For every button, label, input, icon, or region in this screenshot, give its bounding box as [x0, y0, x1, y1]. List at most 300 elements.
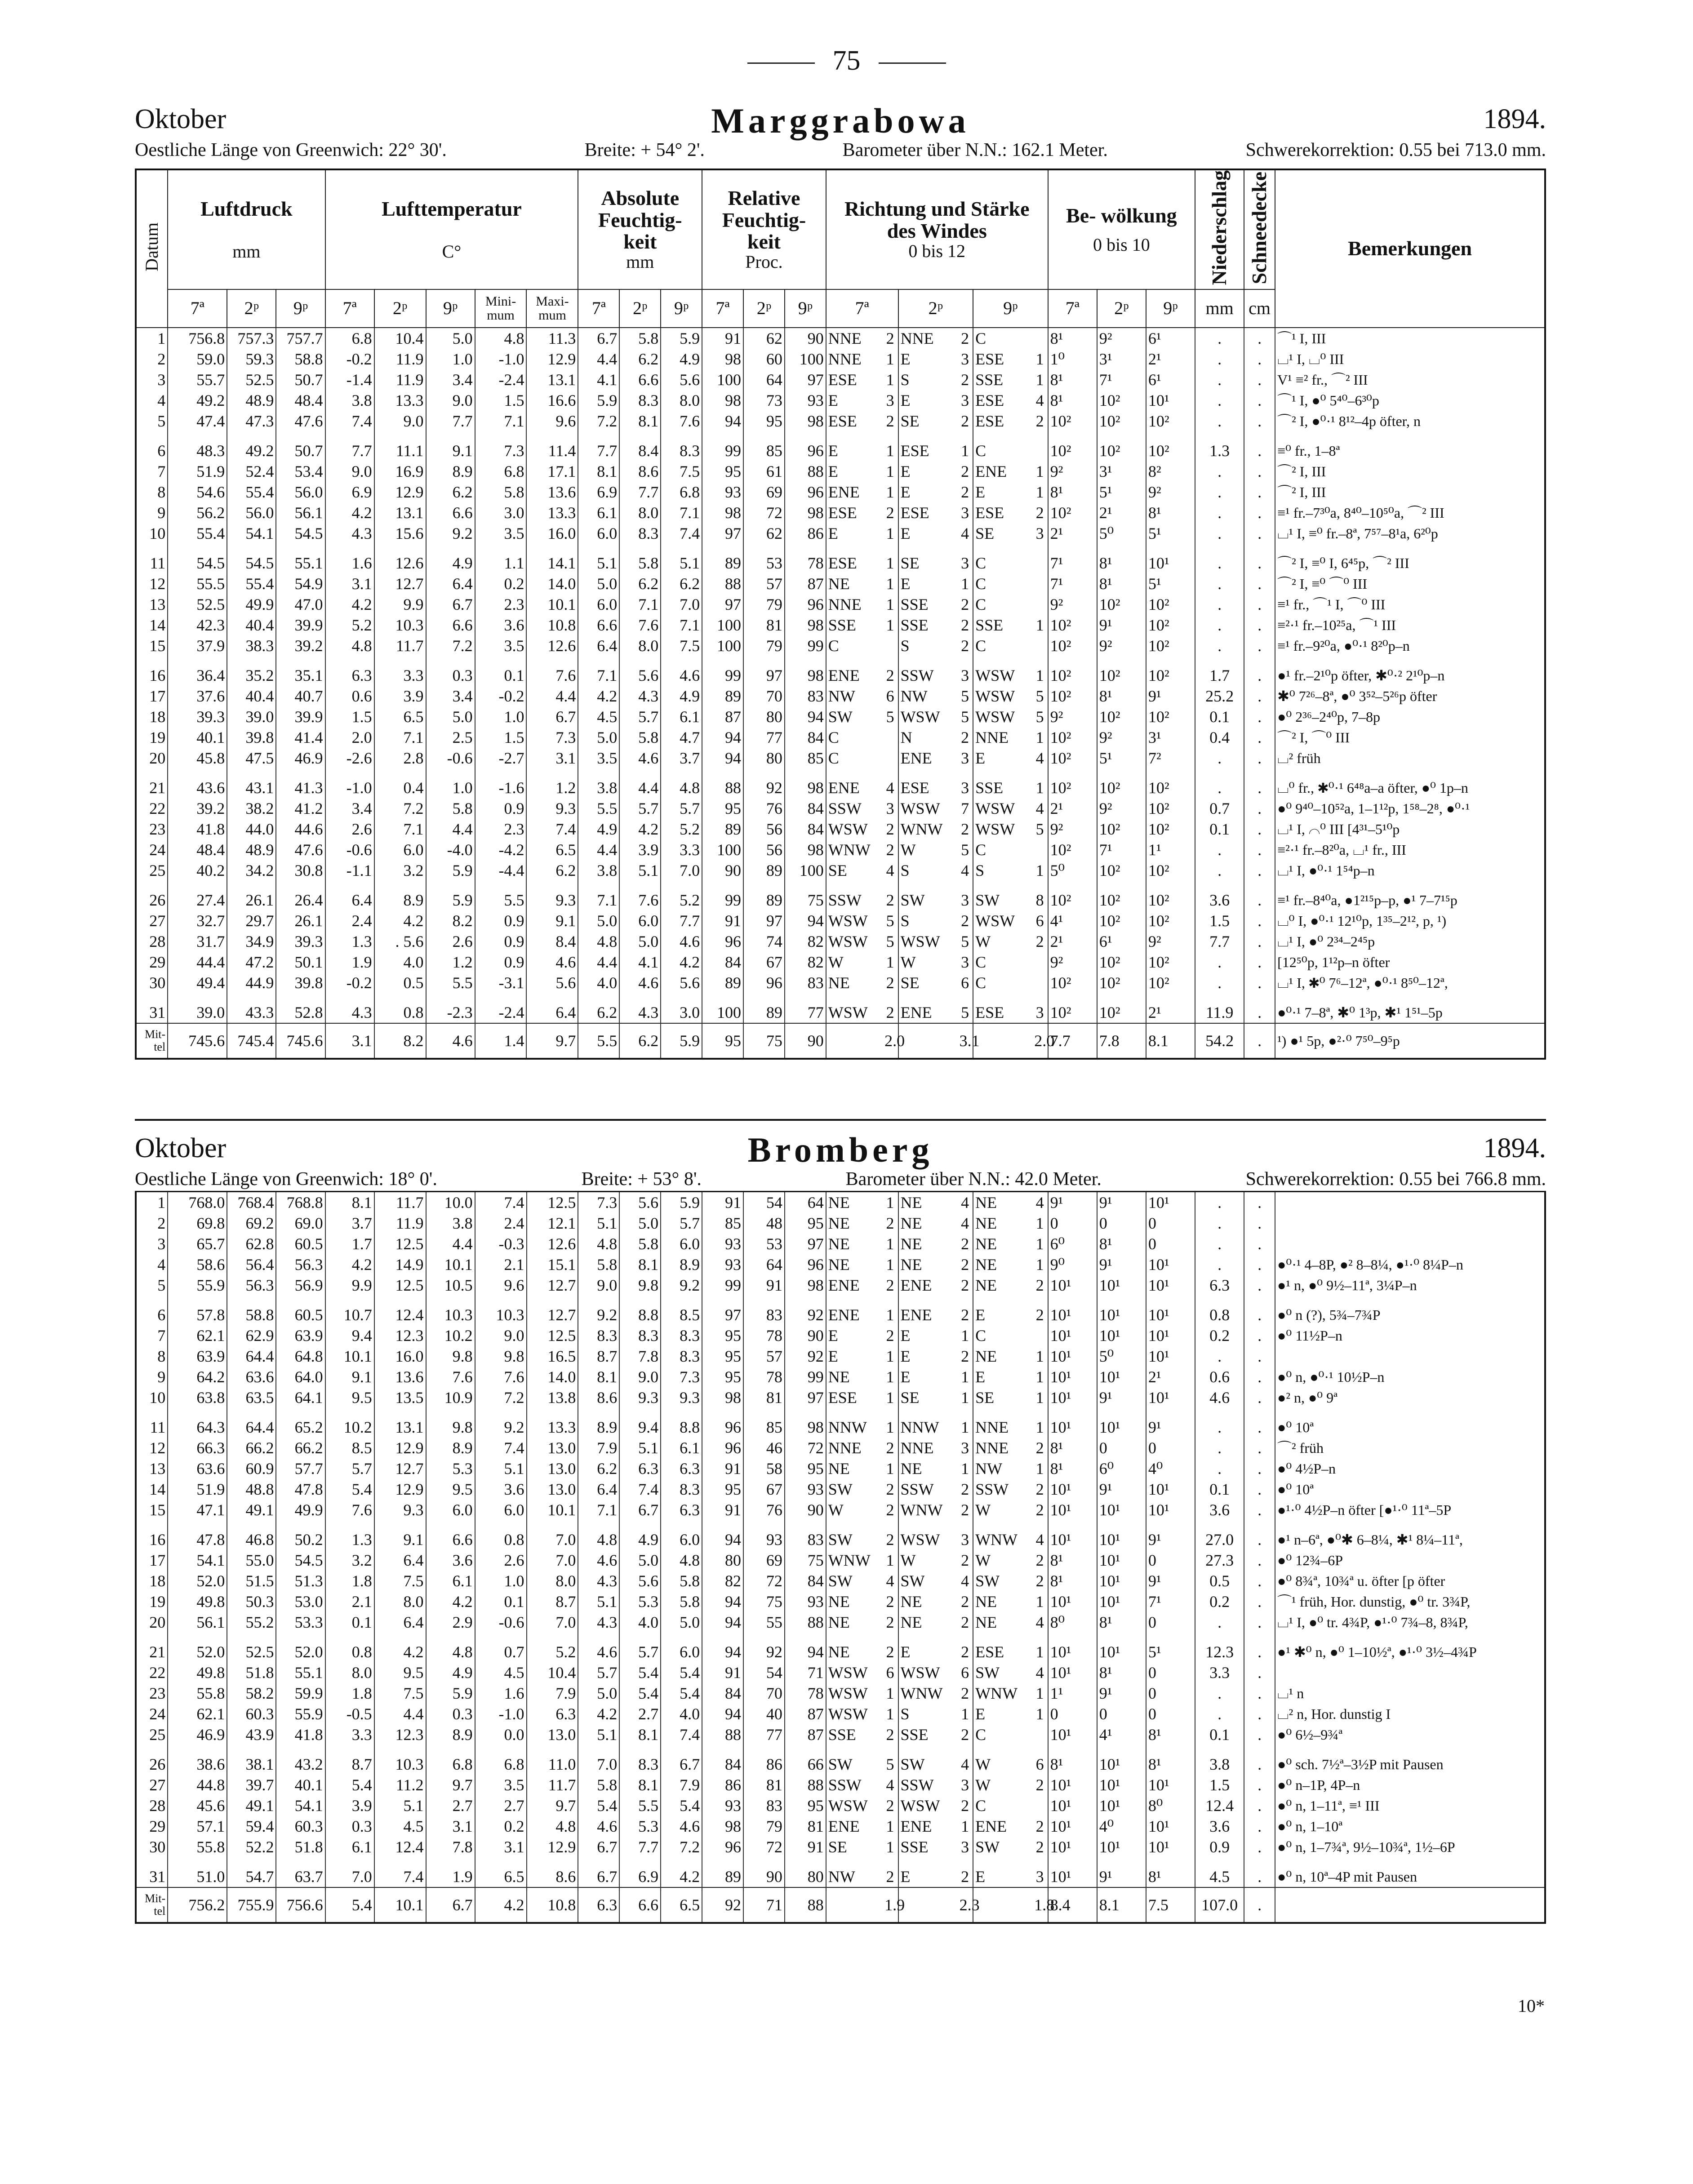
- data-cell: 10¹: [1097, 1550, 1146, 1571]
- data-cell: .: [1195, 1683, 1244, 1704]
- data-cell: .: [1244, 748, 1275, 768]
- data-cell: 12.9: [527, 1837, 578, 1857]
- data-cell: .: [1195, 328, 1244, 349]
- data-cell: 0.7: [1195, 798, 1244, 819]
- remark-cell: ●¹·⁰ 4½P–n öfter [●¹·⁰ 11ª–5P: [1275, 1500, 1545, 1520]
- data-cell: WSW: [826, 910, 883, 931]
- data-cell: 13.1: [374, 502, 426, 523]
- table-row: [136, 1520, 1545, 1550]
- data-cell: 9: [136, 502, 168, 523]
- data-cell: 86: [702, 1775, 743, 1795]
- mean-cell: 5.5: [578, 1023, 619, 1059]
- table-row: [136, 594, 1545, 615]
- data-cell: 7¹: [1097, 369, 1146, 390]
- data-cell: 2: [886, 973, 894, 992]
- data-cell: 9.1: [426, 431, 475, 461]
- data-cell: 20: [136, 748, 168, 768]
- data-cell: 7.4: [475, 1192, 527, 1213]
- data-cell: 93: [743, 1520, 785, 1550]
- data-cell: 5.7: [578, 1662, 619, 1683]
- remark-cell: ●¹ ✱⁰ n, ●⁰ 1–10½ª, ●¹·⁰ 3½–4¾P: [1275, 1633, 1545, 1662]
- data-cell: 8.6: [619, 461, 661, 482]
- data-cell: 39.3: [168, 706, 227, 727]
- data-cell: 8¹: [1048, 1438, 1097, 1458]
- data-cell: W: [898, 839, 958, 860]
- remark-cell: ●⁰ 12¾–6P: [1275, 1550, 1545, 1571]
- data-cell: 94: [702, 1591, 743, 1612]
- data-cell: .: [1244, 1234, 1275, 1254]
- data-cell: 54.5: [227, 544, 276, 573]
- data-cell: 12.7: [374, 573, 426, 594]
- data-cell: 99: [702, 656, 743, 686]
- data-cell: 2.3: [475, 594, 527, 615]
- data-cell: 3.3: [661, 839, 702, 860]
- data-cell: 4.0: [374, 952, 426, 972]
- station-header-1: [135, 103, 1546, 161]
- data-cell: 3.6: [1195, 1816, 1244, 1837]
- data-cell: 9.5: [325, 1387, 374, 1408]
- data-cell: 23: [136, 819, 168, 839]
- data-cell: 8.8: [661, 1408, 702, 1438]
- data-cell: 5.2: [661, 819, 702, 839]
- mean-cell: ¹) ●¹ 5p, ●²·⁰ 7⁵⁰–9⁵p: [1275, 1023, 1545, 1059]
- data-cell: 9²: [1146, 931, 1195, 952]
- data-cell: 98: [702, 1816, 743, 1837]
- data-cell: .: [1195, 972, 1244, 993]
- data-cell: 5: [1035, 820, 1044, 838]
- remark-cell: ●⁰ 10ª: [1275, 1479, 1545, 1500]
- data-cell: E: [898, 1857, 958, 1887]
- data-cell: E: [973, 1367, 1032, 1387]
- data-cell: 50.1: [276, 952, 325, 972]
- data-cell: 5¹: [1146, 573, 1195, 594]
- data-cell: 10¹: [1097, 1591, 1146, 1612]
- data-cell: 8.8: [619, 1296, 661, 1325]
- data-cell: .: [1244, 686, 1275, 706]
- data-cell: 10¹: [1048, 1775, 1097, 1795]
- data-cell: .: [1244, 1795, 1275, 1816]
- data-cell: 5: [961, 840, 969, 859]
- data-cell: NE: [826, 1633, 883, 1662]
- data-cell: 3¹: [1097, 461, 1146, 482]
- data-cell: 1: [886, 1460, 894, 1478]
- data-cell: 85: [743, 1408, 785, 1438]
- data-cell: 46.9: [168, 1724, 227, 1745]
- data-cell: 2: [961, 1613, 969, 1631]
- data-cell: 97: [702, 1296, 743, 1325]
- data-cell: S: [898, 910, 958, 931]
- data-cell: 39.8: [227, 727, 276, 748]
- data-cell: 9.5: [426, 1479, 475, 1500]
- data-cell: ESE: [826, 411, 883, 431]
- table-row: [136, 1724, 1545, 1745]
- data-cell: 50.7: [276, 369, 325, 390]
- remark-cell: ●⁰ n, 1–11ª, ≡¹ III: [1275, 1795, 1545, 1816]
- data-cell: 8¹: [1097, 1612, 1146, 1633]
- data-cell: SE: [826, 1837, 883, 1857]
- data-cell: .: [1244, 1571, 1275, 1591]
- data-cell: 5.0: [619, 931, 661, 952]
- data-cell: 4.6: [578, 1816, 619, 1837]
- mean-cell: 2.0: [883, 1023, 898, 1059]
- data-cell: 3.9: [325, 1795, 374, 1816]
- data-cell: 5.9: [426, 881, 475, 910]
- data-cell: 46: [743, 1438, 785, 1458]
- data-cell: 2: [886, 1868, 894, 1886]
- data-cell: 93: [702, 1795, 743, 1816]
- data-cell: W: [898, 1550, 958, 1571]
- data-cell: 7.1: [619, 594, 661, 615]
- data-cell: 7.4: [374, 1857, 426, 1887]
- data-cell: 3: [886, 391, 894, 409]
- data-cell: 2¹: [1048, 798, 1097, 819]
- data-cell: 7.8: [426, 1837, 475, 1857]
- data-cell: 8.5: [661, 1296, 702, 1325]
- data-cell: 8¹: [1097, 1234, 1146, 1254]
- data-cell: .: [1244, 1745, 1275, 1775]
- data-cell: .: [1244, 328, 1275, 349]
- data-cell: 7: [961, 799, 969, 817]
- data-cell: 40.1: [168, 727, 227, 748]
- data-cell: 56.9: [276, 1275, 325, 1296]
- data-cell: WSW: [826, 819, 883, 839]
- data-cell: WSW: [826, 1683, 883, 1704]
- data-cell: 3: [886, 799, 894, 817]
- data-cell: 90: [785, 1325, 826, 1346]
- data-cell: 43.3: [227, 993, 276, 1023]
- data-cell: 6: [961, 973, 969, 992]
- data-cell: 10²: [1097, 390, 1146, 411]
- data-cell: 5: [961, 1003, 969, 1021]
- data-cell: 1: [886, 554, 894, 572]
- data-cell: 4.4: [578, 349, 619, 369]
- data-cell: 2¹: [1146, 349, 1195, 369]
- data-cell: 2: [886, 1797, 894, 1815]
- data-cell: 69.0: [276, 1213, 325, 1234]
- data-cell: 55.4: [227, 573, 276, 594]
- data-cell: 7.0: [527, 1612, 578, 1633]
- data-cell: 1.1: [475, 544, 527, 573]
- data-cell: 8.1: [578, 461, 619, 482]
- data-cell: 7.0: [325, 1857, 374, 1887]
- mean-cell: 8.2: [374, 1023, 426, 1059]
- data-cell: 62.8: [227, 1234, 276, 1254]
- data-cell: 80: [702, 1550, 743, 1571]
- data-cell: 83: [785, 686, 826, 706]
- data-cell: 5.1: [661, 544, 702, 573]
- data-cell: 4.6: [661, 656, 702, 686]
- data-cell: 5.7: [619, 1633, 661, 1662]
- data-cell: 3.1: [526, 748, 578, 768]
- data-cell: 7.4: [661, 523, 702, 544]
- data-cell: 39.7: [227, 1775, 276, 1795]
- data-cell: ESE: [898, 768, 958, 798]
- mean-cell: 8.1: [1097, 1887, 1146, 1923]
- data-cell: 7.5: [661, 461, 702, 482]
- data-cell: 5.7: [661, 1213, 702, 1234]
- data-cell: -2.4: [475, 369, 527, 390]
- data-cell: 11.9: [374, 1213, 426, 1234]
- data-cell: 12.6: [526, 635, 578, 656]
- data-cell: SE: [973, 1387, 1032, 1408]
- data-cell: 2.6: [475, 1550, 527, 1571]
- data-cell: 99: [785, 1367, 826, 1387]
- table-row: [136, 615, 1545, 635]
- data-cell: 87: [785, 1724, 826, 1745]
- data-cell: 6¹: [1097, 931, 1146, 952]
- data-cell: .: [1244, 1704, 1275, 1724]
- data-cell: E: [898, 349, 958, 369]
- data-cell: 11.7: [374, 635, 426, 656]
- data-cell: 89: [743, 860, 785, 881]
- table-row: [136, 881, 1545, 910]
- data-cell: 10²: [1048, 748, 1097, 768]
- data-cell: 1: [886, 953, 894, 971]
- data-cell: 10.8: [526, 615, 578, 635]
- data-cell: 1: [886, 1705, 894, 1723]
- data-cell: .: [1195, 1612, 1244, 1633]
- remark-cell: ≡²·¹ fr.–8²⁰a, ⌴¹ fr., III: [1275, 839, 1545, 860]
- data-cell: 63.9: [168, 1346, 227, 1367]
- data-cell: 3: [961, 749, 969, 767]
- data-cell: 8²: [1146, 461, 1195, 482]
- data-cell: 11.3: [526, 328, 578, 349]
- data-cell: .: [1244, 1479, 1275, 1500]
- data-cell: 72: [743, 1837, 785, 1857]
- data-cell: 5: [886, 707, 894, 726]
- remark-cell: ●⁰ n, 1–7¾ª, 9½–10¾ª, 1½–6P: [1275, 1837, 1545, 1857]
- data-cell: W: [973, 1775, 1032, 1795]
- data-cell: W: [973, 1745, 1032, 1775]
- data-cell: 0.6: [325, 686, 374, 706]
- data-cell: 63.8: [168, 1387, 227, 1408]
- data-cell: 93: [785, 1479, 826, 1500]
- data-cell: 89: [743, 993, 785, 1023]
- data-cell: 1: [886, 350, 894, 368]
- data-cell: 10¹: [1097, 1408, 1146, 1438]
- data-cell: 54.1: [276, 1795, 325, 1816]
- data-cell: WNW: [826, 1550, 883, 1571]
- data-cell: 6.7: [619, 1500, 661, 1520]
- data-cell: E: [826, 523, 883, 544]
- table-row: [136, 502, 1545, 523]
- data-cell: W: [973, 1500, 1032, 1520]
- table-body-2: [136, 1192, 1545, 1923]
- data-cell: 0.3: [325, 1816, 374, 1837]
- data-cell: 63.5: [227, 1387, 276, 1408]
- data-cell: ESE: [973, 993, 1032, 1023]
- data-cell: 8: [1035, 891, 1044, 909]
- data-cell: 25: [136, 860, 168, 881]
- data-cell: 10²: [1048, 881, 1097, 910]
- data-cell: 27.3: [1195, 1550, 1244, 1571]
- data-cell: 2: [961, 595, 969, 613]
- data-cell: 1: [961, 574, 969, 593]
- data-cell: 1.6: [325, 544, 374, 573]
- data-cell: 6.4: [526, 993, 578, 1023]
- data-cell: 2: [1035, 1501, 1044, 1519]
- data-cell: 6.4: [325, 881, 374, 910]
- data-cell: 5.7: [325, 1458, 374, 1479]
- data-cell: 98: [785, 502, 826, 523]
- data-cell: 10¹: [1146, 1296, 1195, 1325]
- data-cell: NE: [898, 1234, 958, 1254]
- data-cell: 7.2: [475, 1387, 527, 1408]
- data-cell: 3: [961, 953, 969, 971]
- data-cell: 49.4: [168, 972, 227, 993]
- data-cell: 5.1: [619, 860, 661, 881]
- data-cell: 55.0: [227, 1550, 276, 1571]
- data-cell: 8.3: [661, 1325, 702, 1346]
- data-cell: 53.3: [276, 1612, 325, 1633]
- data-cell: 10¹: [1097, 1745, 1146, 1775]
- data-cell: .: [1244, 910, 1275, 931]
- data-cell: 47.2: [227, 952, 276, 972]
- data-cell: ENE: [973, 461, 1032, 482]
- data-cell: 1: [886, 1551, 894, 1569]
- data-cell: SSE: [898, 1837, 958, 1857]
- data-cell: 9.2: [578, 1296, 619, 1325]
- data-cell: 0: [1146, 1213, 1195, 1234]
- data-cell: 2: [961, 1256, 969, 1274]
- data-cell: 10¹: [1048, 1520, 1097, 1550]
- station-header-2: [135, 1132, 1546, 1190]
- data-cell: .: [1195, 573, 1244, 594]
- data-cell: 2: [961, 412, 969, 430]
- data-cell: 58.8: [276, 349, 325, 369]
- data-cell: 3: [961, 1439, 969, 1457]
- data-cell: 16.0: [374, 1346, 426, 1367]
- data-cell: .: [1244, 972, 1275, 993]
- data-cell: SW: [826, 706, 883, 727]
- data-cell: 84: [785, 1571, 826, 1591]
- data-cell: 1: [886, 1817, 894, 1835]
- data-cell: 10.4: [527, 1662, 578, 1683]
- data-cell: 91: [702, 328, 743, 349]
- data-cell: 4.3: [325, 993, 374, 1023]
- data-cell: 8.0: [619, 502, 661, 523]
- data-cell: 0: [1146, 1550, 1195, 1571]
- table-row: [136, 1612, 1545, 1633]
- data-cell: 6.3: [661, 1500, 702, 1520]
- table-row: [136, 1571, 1545, 1591]
- data-cell: 50.2: [276, 1520, 325, 1550]
- data-cell: 0.1: [475, 1591, 527, 1612]
- data-cell: 2: [1035, 1439, 1044, 1457]
- data-cell: 55.7: [168, 369, 227, 390]
- data-cell: 0.5: [1195, 1571, 1244, 1591]
- barometer-height: Barometer über N.N.: 162.1 Meter.: [842, 140, 1108, 160]
- data-cell: 66: [785, 1745, 826, 1775]
- data-cell: 1: [961, 1705, 969, 1723]
- data-cell: 90: [785, 328, 826, 349]
- mean-cell: 4.2: [475, 1887, 527, 1923]
- data-cell: E: [826, 1346, 883, 1367]
- data-cell: 95: [743, 411, 785, 431]
- data-cell: 55.5: [168, 573, 227, 594]
- data-cell: E: [973, 748, 1032, 768]
- footer-mark: 10*: [1518, 1996, 1545, 2016]
- data-cell: 11.9: [374, 349, 426, 369]
- data-cell: 9.1: [526, 910, 578, 931]
- data-cell: 18: [136, 706, 168, 727]
- data-cell: 4.9: [661, 686, 702, 706]
- mean-row: [136, 1023, 1545, 1059]
- data-cell: 64.4: [227, 1346, 276, 1367]
- data-cell: -2.3: [426, 993, 475, 1023]
- data-cell: 2.6: [325, 819, 374, 839]
- data-cell: 9¹: [1097, 1857, 1146, 1887]
- data-cell: ESE: [973, 1633, 1032, 1662]
- data-cell: 3.1: [475, 1837, 527, 1857]
- data-cell: .: [1195, 1408, 1244, 1438]
- data-cell: .: [1244, 594, 1275, 615]
- data-cell: ENE: [826, 656, 883, 686]
- data-cell: 9²: [1097, 635, 1146, 656]
- data-cell: 8.3: [661, 1346, 702, 1367]
- data-cell: .: [1244, 881, 1275, 910]
- data-cell: 5.3: [619, 1591, 661, 1612]
- data-cell: 1: [886, 616, 894, 634]
- data-cell: 85: [743, 431, 785, 461]
- data-cell: 5⁰: [1097, 1346, 1146, 1367]
- data-cell: 7.9: [527, 1683, 578, 1704]
- data-cell: 1: [1035, 1235, 1044, 1253]
- data-cell: 4: [886, 1776, 894, 1794]
- data-cell: C: [973, 972, 1032, 993]
- data-cell: 72: [743, 502, 785, 523]
- data-cell: 4.6: [1195, 1387, 1244, 1408]
- data-cell: 59.0: [168, 349, 227, 369]
- data-cell: E: [973, 482, 1032, 502]
- data-cell: 50.7: [276, 431, 325, 461]
- data-cell: 94: [785, 706, 826, 727]
- data-cell: 9: [136, 1367, 168, 1387]
- data-cell: .: [1244, 1591, 1275, 1612]
- data-cell: 5.9: [661, 1192, 702, 1213]
- data-cell: .: [1244, 1520, 1275, 1550]
- data-cell: 4.9: [426, 544, 475, 573]
- data-cell: 83: [743, 1296, 785, 1325]
- data-cell: 92: [743, 768, 785, 798]
- data-cell: 0: [1097, 1213, 1146, 1234]
- data-cell: ESE: [826, 502, 883, 523]
- data-cell: 0: [1048, 1704, 1097, 1724]
- data-cell: ENE: [898, 1296, 958, 1325]
- data-cell: 10²: [1097, 819, 1146, 839]
- data-cell: 9.3: [374, 1500, 426, 1520]
- data-cell: 3: [961, 666, 969, 684]
- data-cell: 10¹: [1097, 1571, 1146, 1591]
- remark-cell: ●⁰ n (?), 5¾–7¾P: [1275, 1296, 1545, 1325]
- data-cell: 8.0: [325, 1662, 374, 1683]
- data-cell: .: [1195, 349, 1244, 369]
- data-cell: 10¹: [1146, 1346, 1195, 1367]
- data-cell: 8¹: [1097, 573, 1146, 594]
- data-cell: 8¹: [1048, 1745, 1097, 1775]
- data-cell: 5.1: [578, 1213, 619, 1234]
- data-cell: 55.4: [227, 482, 276, 502]
- data-cell: 2: [1035, 1817, 1044, 1835]
- data-cell: 5.8: [578, 1254, 619, 1275]
- mean-cell: 95: [702, 1023, 743, 1059]
- data-cell: 83: [743, 1795, 785, 1816]
- mean-cell: 10.1: [374, 1887, 426, 1923]
- data-cell: 1: [1035, 1705, 1044, 1723]
- data-cell: 78: [785, 1683, 826, 1704]
- data-cell: 11.4: [526, 431, 578, 461]
- data-cell: 5.1: [374, 1795, 426, 1816]
